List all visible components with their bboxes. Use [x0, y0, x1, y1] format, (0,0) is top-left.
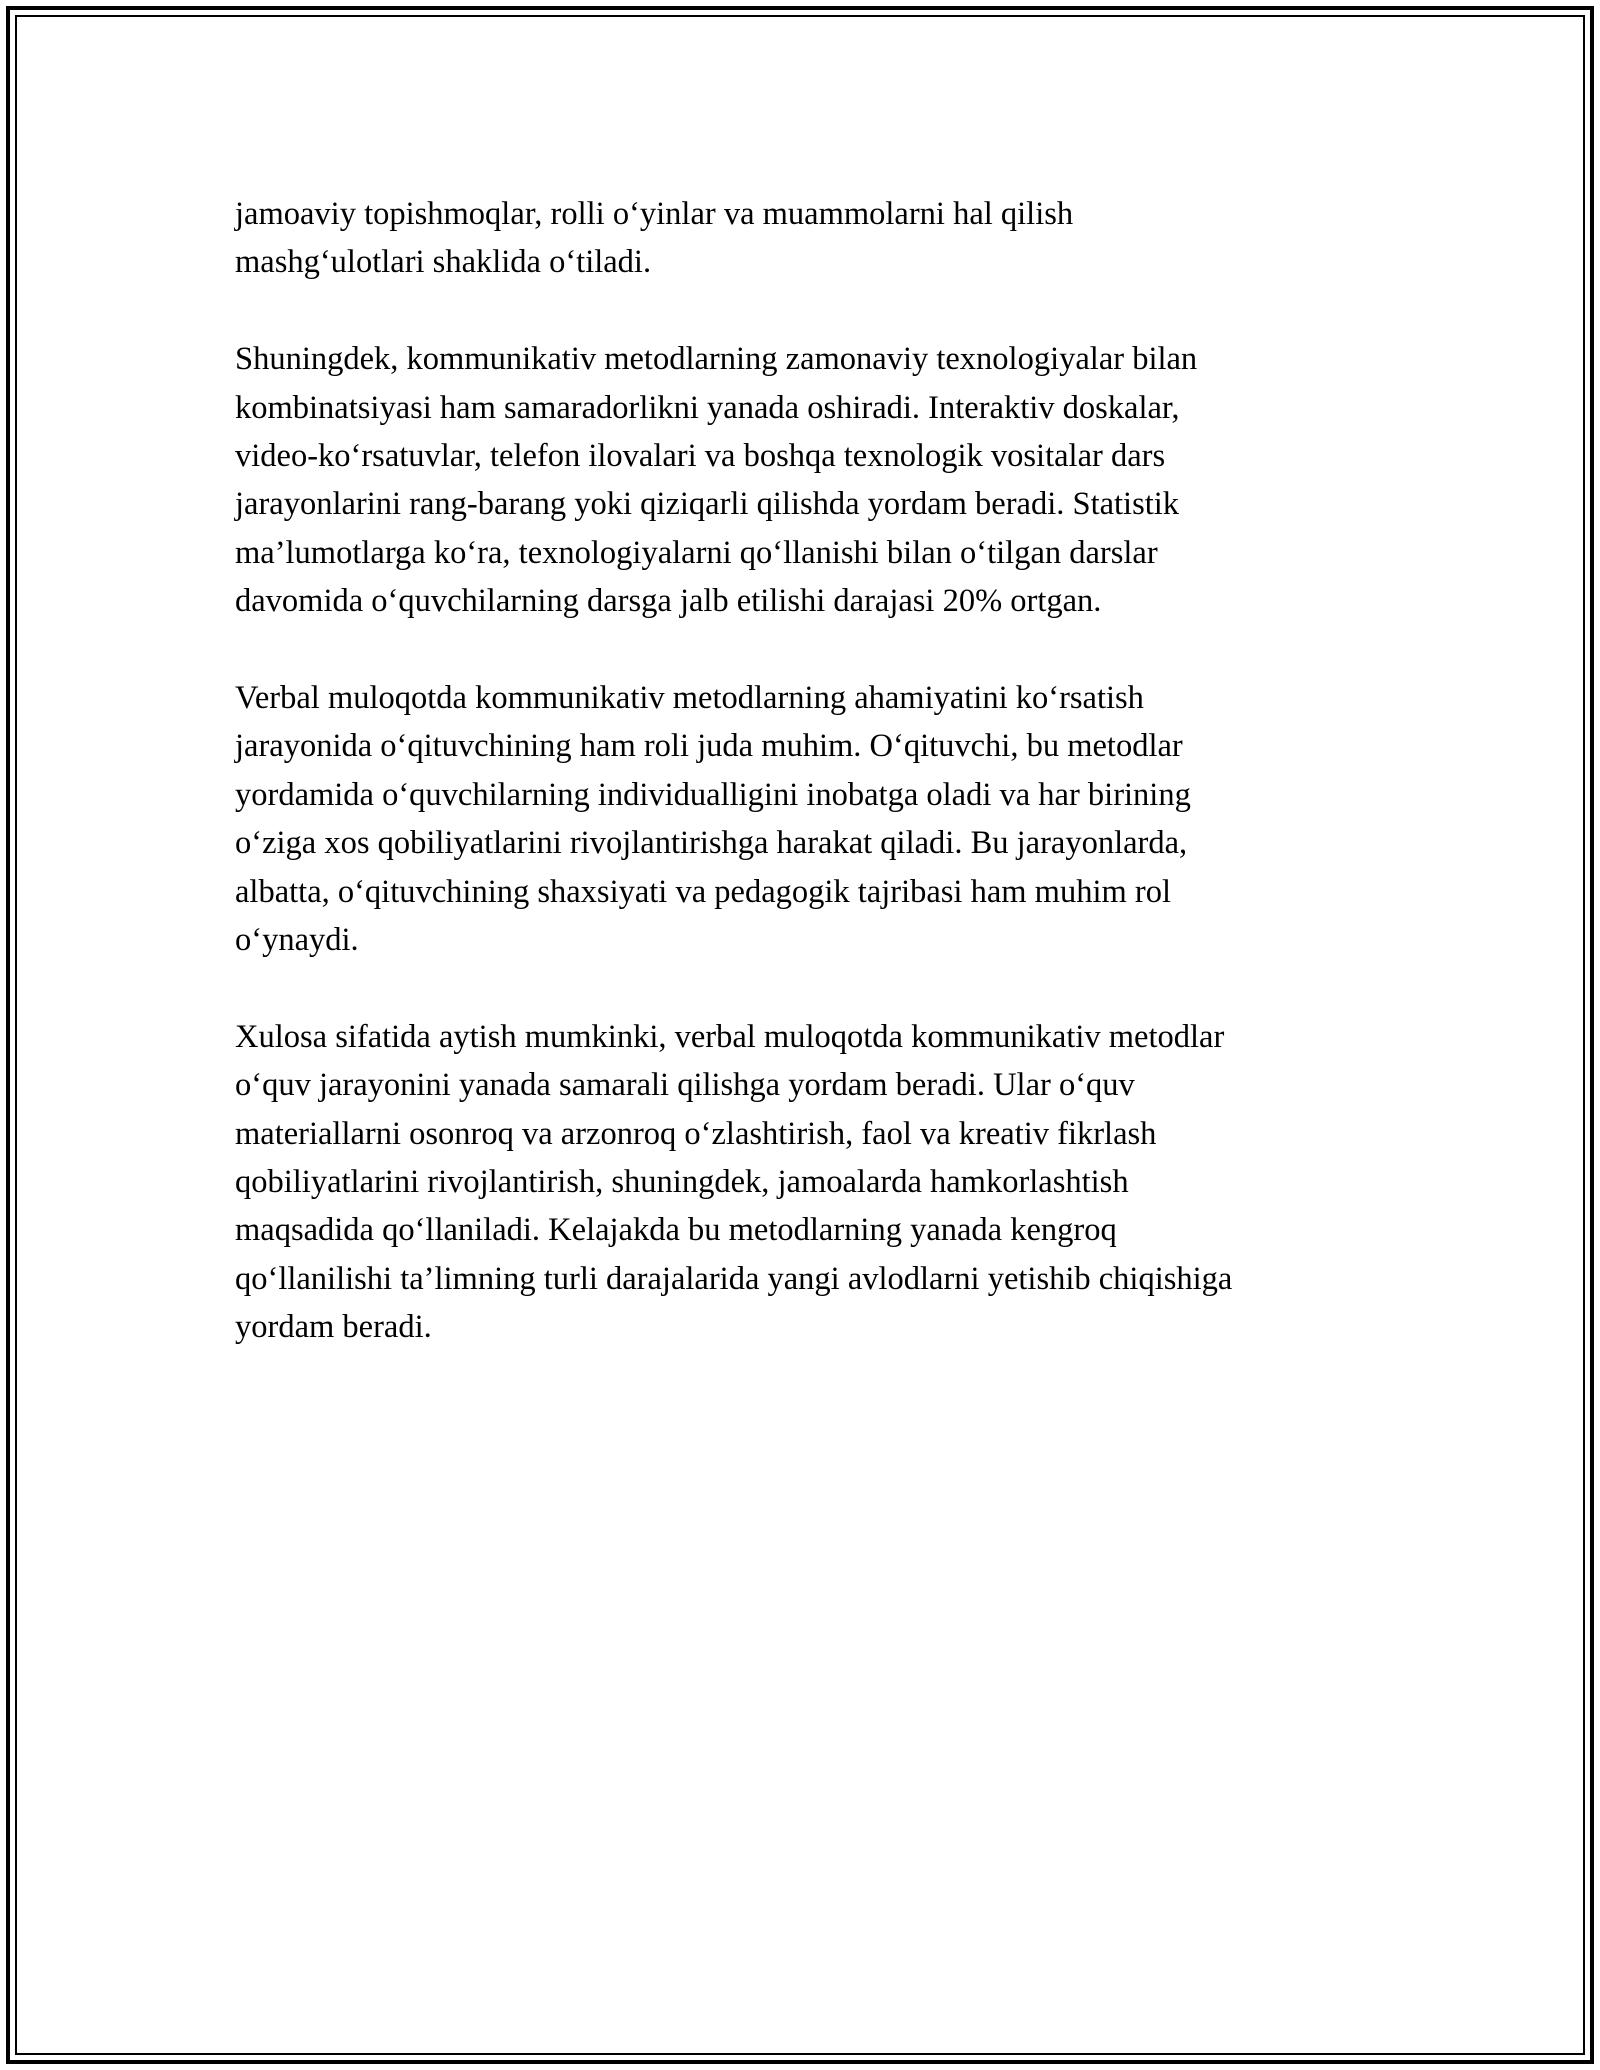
paragraph-3: Verbal muloqotda kommunikativ metodlarning ahamiyatini ko‘rsatish jarayonida o‘qituvchining ham roli juda muhim. O‘qituvchi, bu metodlar yordamida o‘quvchilarning individualligini inobatga oladi va har birining o‘ziga xos qobiliyatlarini rivojlantirishga harakat qiladi. Bu jarayonlarda, albatta, o‘qituvchining shaxsiyati va pedagogik tajribasi ham muhim rol o‘ynaydi. — [235, 680, 1191, 959]
paragraph-2: Shuningdek, kommunikativ metodlarning zamonaviy texnologiyalar bilan kombinatsiyasi ham samaradorlikni yanada oshiradi. Interaktiv doskalar, video-ko‘rsatuvlar, telefon ilovalari va boshqa texnologik vositalar dars jarayonlarini rang-barang yoki qiziqarli qilishda yordam beradi. Statistik ma’lumotlarga ko‘ra, texnologiyalarni qo‘llanishi bilan o‘tilgan darslar davomida o‘quvchilarning darsga jalb etilishi darajasi 20% ortgan. — [235, 341, 1198, 620]
paragraph-1: jamoaviy topishmoqlar, rolli o‘yinlar va muammolarni hal qilish mashg‘ulotlari shaklida o‘tiladi. — [235, 196, 1074, 281]
paragraph-4: Xulosa sifatida aytish mumkinki, verbal muloqotda kommunikativ metodlar o‘quv jarayonini yanada samarali qilishga yordam beradi. Ular o‘quv materiallarni osonroq va arzonroq o‘zlashtirish, faol va kreativ fikrlash qobiliyatlarini rivojlantirish, shuningdek, jamoalarda hamkorlashtish maqsadida qo‘llaniladi. Kelajakda bu metodlarning yanada kengroq qo‘llanilishi ta’limning turli darajalarida yangi avlodlarni yetishib chiqishiga yordam beradi. — [235, 1018, 1233, 1346]
document-body — [235, 190, 1385, 1400]
